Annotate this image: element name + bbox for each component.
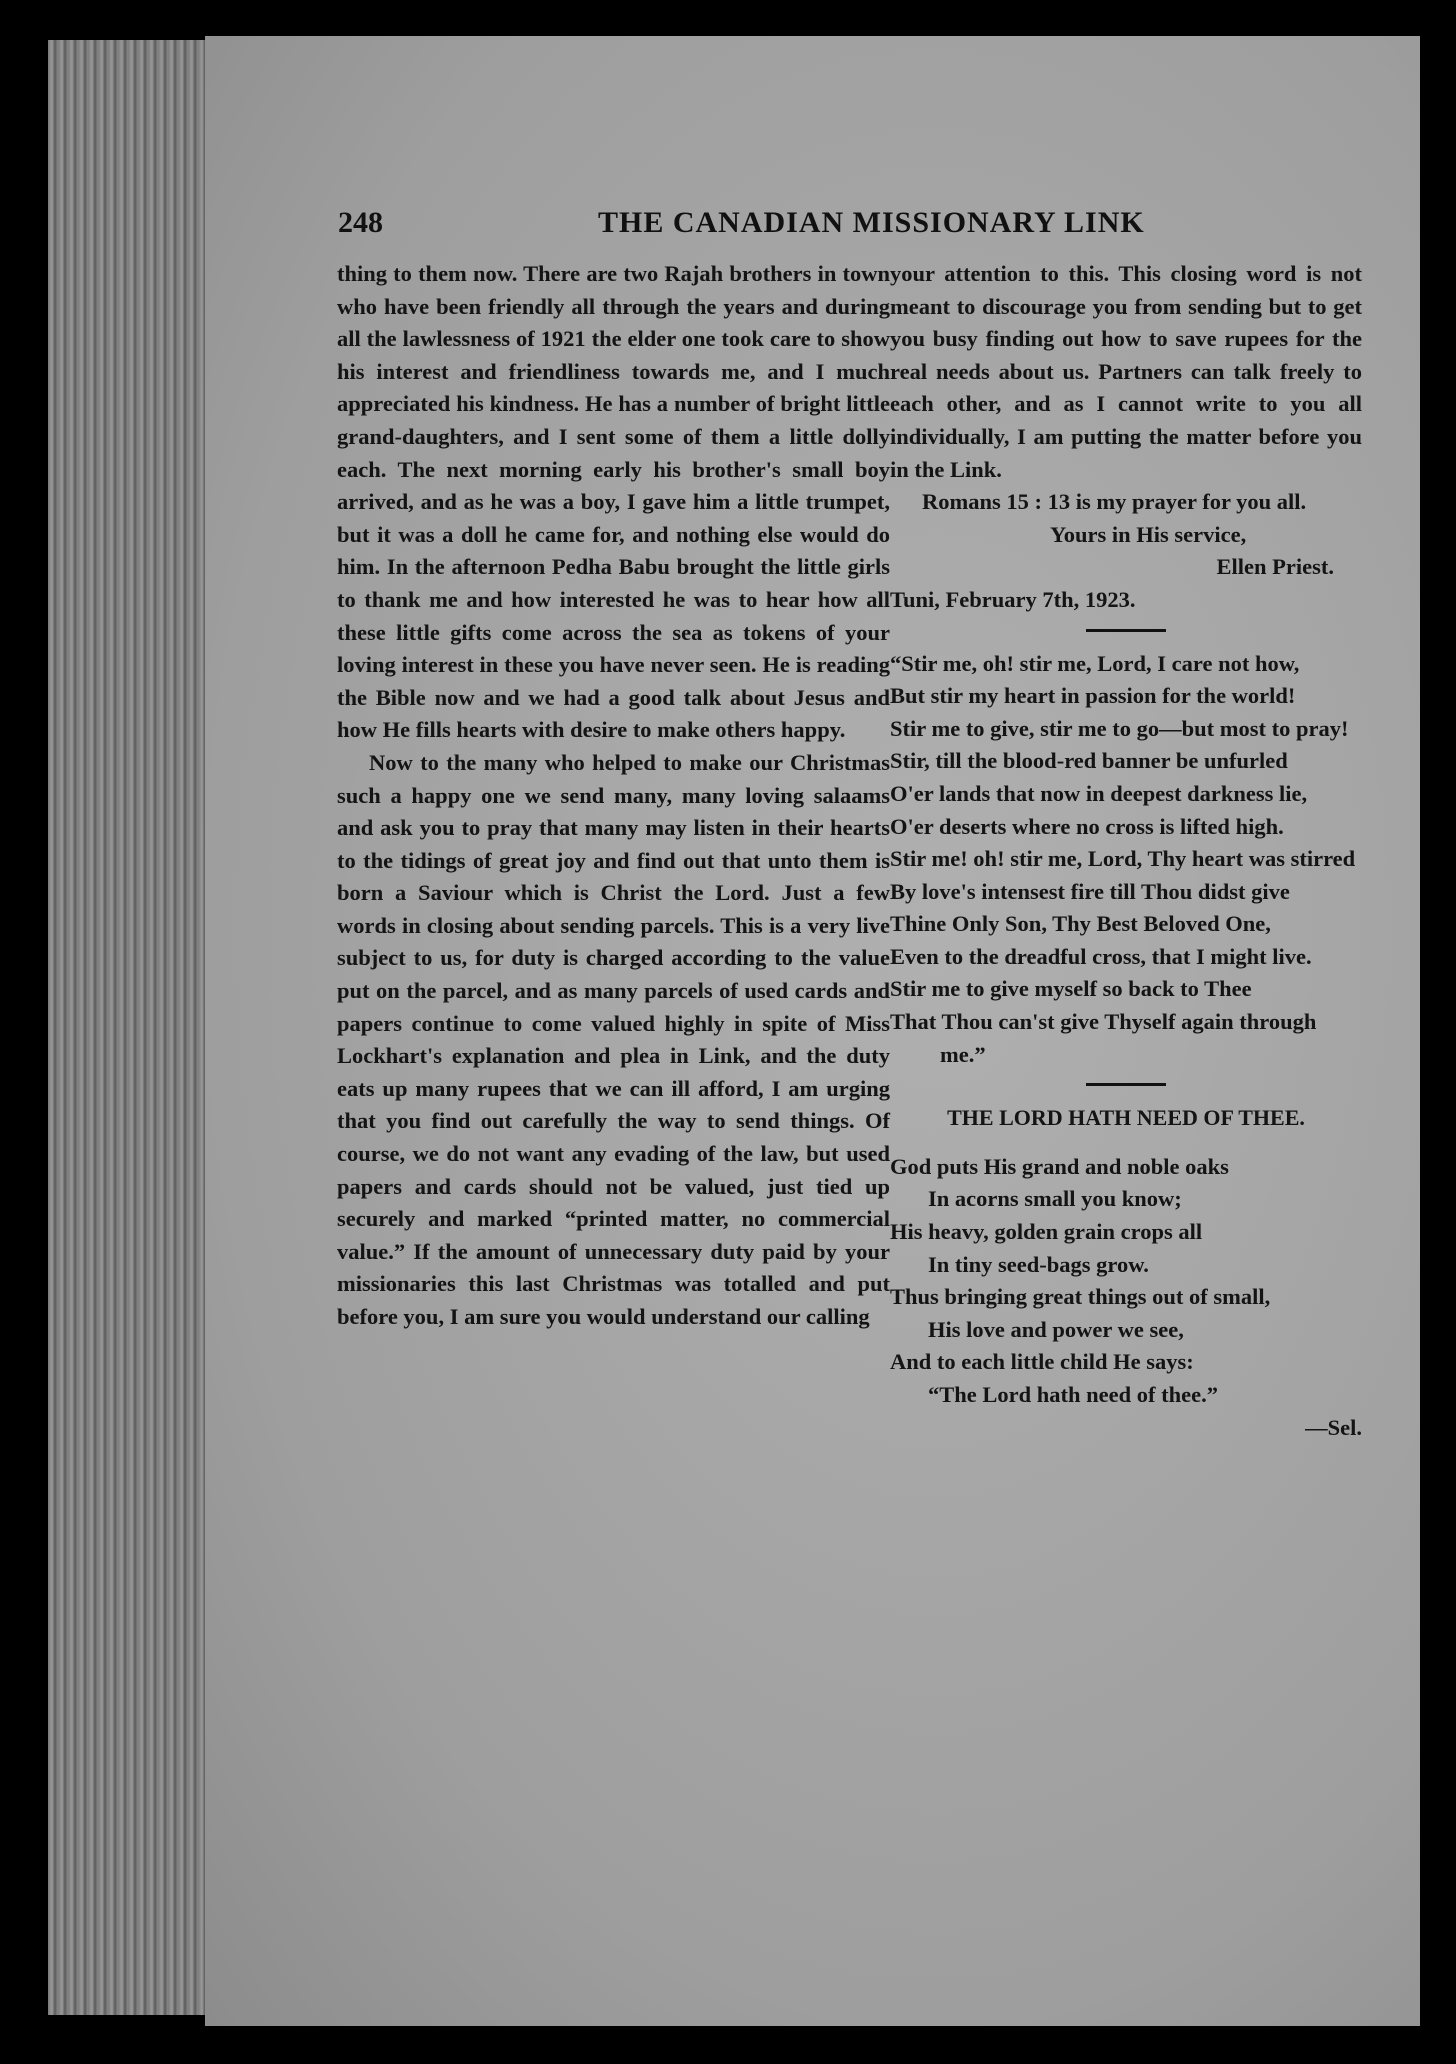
paragraph: your attention to this. This closing word is not meant to discourage you from sending but to get you busy finding out how to save rupees for the real needs about us. Partners can talk freely to each other, and as I cannot write to you all individually, I am putting the matter before you in the Link. xyxy=(890,261,1362,482)
page-header xyxy=(338,206,1298,258)
poem-line: Stir me! oh! stir me, Lord, Thy heart was stirred xyxy=(890,846,1356,872)
sign-off: Yours in His service, xyxy=(1050,521,1247,547)
signature: Ellen Priest. xyxy=(1216,554,1334,580)
poem-line: Thine Only Son, Thy Best Beloved One, xyxy=(890,911,1271,937)
poem-line: By love's intensest fire till Thou didst give xyxy=(890,878,1290,904)
poem-line: Stir me to give, stir me to go—but most to pray! xyxy=(890,715,1349,741)
poem-line: “Stir me, oh! stir me, Lord, I care not how, xyxy=(890,650,1300,676)
paragraph: Now to the many who helped to make our Christmas such a happy one we send many, many loving salaams and ask you to pray that many may listen in their hearts to the tidings of great joy and find out that unto them is born a Saviour which is Christ the Lord. Just a few words in closing about sending parcels. This is a very live subject to us, for duty is charged according to the value put on the parcel, and as many parcels of used cards and papers continue to come valued highly in spite of Miss Lockhart's explanation and plea in Link, and the duty eats up many rupees that we can ill afford, I am urging that you find out carefully the way to send things. Of course, we do not want any evading of the law, but used papers and cards should not be valued, just tied up securely and marked “printed matter, no commercial value.” If the amount of unnecessary duty paid by your missionaries this last Christmas was totalled and put before you, I am sure you would understand our calling xyxy=(337,749,890,1329)
poem-line: Stir, till the blood-red banner be unfurled xyxy=(890,748,1288,774)
book-page xyxy=(205,36,1420,2026)
poem-line: Stir me to give myself so back to Thee xyxy=(890,976,1252,1002)
dateline: Tuni, February 7th, 1923. xyxy=(890,586,1136,612)
divider-rule xyxy=(1086,1083,1166,1086)
attribution: —Sel. xyxy=(1305,1414,1362,1440)
poem-line: In acorns small you know; xyxy=(928,1186,1182,1212)
poem-line: His love and power we see, xyxy=(928,1316,1184,1342)
page-edges xyxy=(48,40,218,2015)
right-column xyxy=(890,258,1362,1444)
poem-line: God puts His grand and noble oaks xyxy=(890,1153,1229,1179)
poem-line: Even to the dreadful cross, that I might live. xyxy=(890,943,1312,969)
poem-line: “The Lord hath need of thee.” xyxy=(928,1382,1219,1407)
page-number: 248 xyxy=(338,206,383,239)
poem-line: O'er deserts where no cross is lifted high. xyxy=(890,813,1284,839)
poem-line: O'er lands that now in deepest darkness lie, xyxy=(890,780,1308,806)
divider-rule xyxy=(1086,629,1166,632)
section-title: THE LORD HATH NEED OF THEE. xyxy=(947,1105,1305,1131)
poem-lord-hath-need xyxy=(890,1151,1362,1412)
prayer-line: Romans 15 : 13 is my prayer for you all. xyxy=(922,489,1307,515)
poem-line: His heavy, golden grain crops all xyxy=(890,1219,1203,1245)
poem-line: And to each little child He says: xyxy=(890,1349,1194,1375)
poem-line: In tiny seed-bags grow. xyxy=(928,1251,1149,1277)
paragraph: thing to them now. There are two Rajah brothers in town who have been friendly all through the years and during all the lawlessness of 1921 the elder one took care to show his interest and friendliness towards me, and I much appreciated his kindness. He has a number of bright little grand-daughters, and I sent some of them a little dolly each. The next morning early his brother's small boy arrived, and as he was a boy, I gave him a little trumpet, but it was a doll he came for, and nothing else would do him. In the afternoon Pedha Babu brought the little girls to thank me and how interested he was to hear how all these little gifts come across the sea as tokens of your loving interest in these you have never seen. He is reading the Bible now and we had a good talk about Jesus and how He fills hearts with desire to make others happy. xyxy=(337,261,890,743)
poem-line: That Thou can'st give Thyself again through me.” xyxy=(890,1009,1317,1067)
poem-stir-me xyxy=(890,648,1362,1072)
poem-line: Thus bringing great things out of small, xyxy=(890,1284,1271,1310)
left-column xyxy=(337,258,890,1334)
poem-line: But stir my heart in passion for the world! xyxy=(890,683,1296,709)
running-title: THE CANADIAN MISSIONARY LINK xyxy=(598,206,1145,239)
